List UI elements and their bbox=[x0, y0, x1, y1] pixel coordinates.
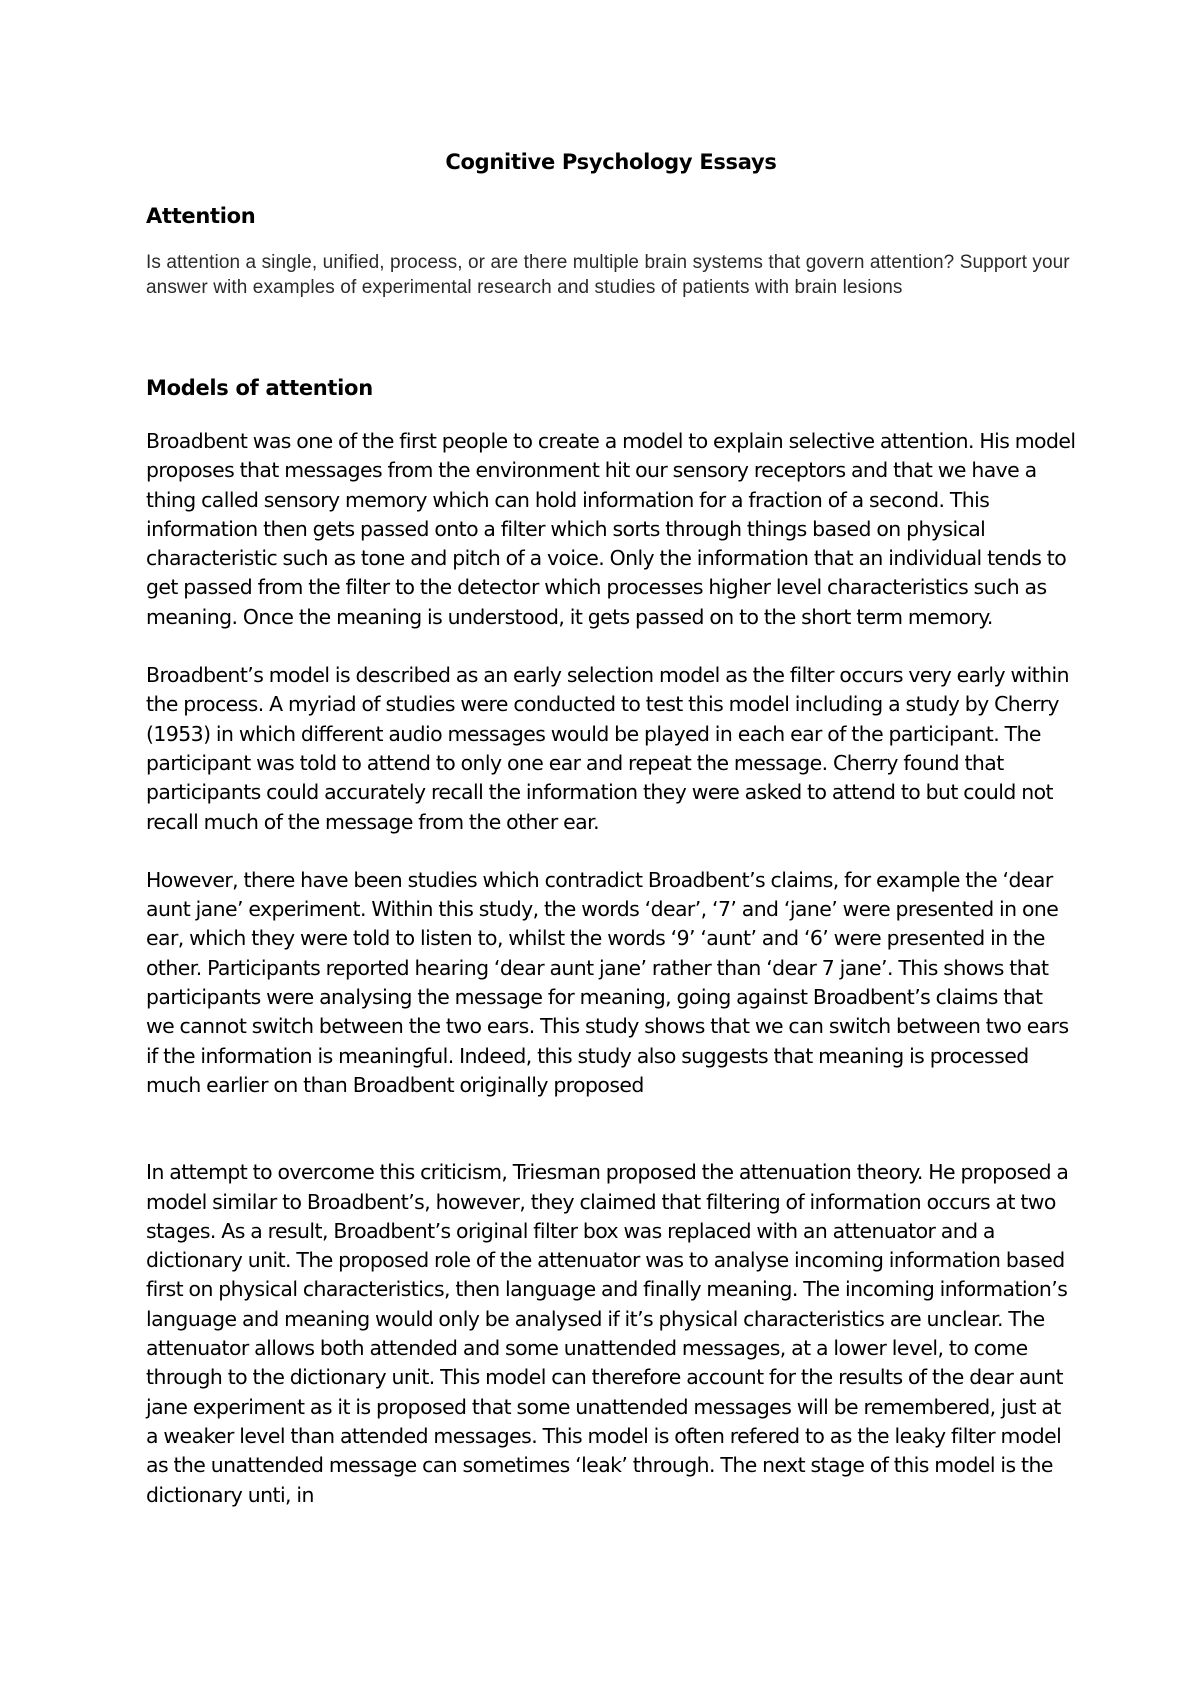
document-title: Cognitive Psychology Essays bbox=[445, 150, 777, 174]
paragraph-broadbent-model: Broadbent was one of the first people to create a model to explain selective attention. His model proposes that messages from the environment hit our sensory receptors and that we have a thing called sensory memory which can hold information for a fraction of a second. This information then gets passed onto a filter which sorts through things based on physical characteristic such as tone and pitch of a voice. Only the information that an individual tends to get passed from the filter to the detector which processes higher level characteristics such as meaning. Once the meaning is understood, it gets passed on to the short term memory. bbox=[146, 429, 1076, 629]
subheading-models-of-attention: Models of attention bbox=[146, 376, 373, 400]
document-content bbox=[146, 148, 1076, 1539]
paragraph-attenuation-theory: In attempt to overcome this criticism, Triesman proposed the attenuation theory. He proposed a model similar to Broadbent’s, however, they claimed that filtering of information occurs at two stages. As a result, Broadbent’s original filter box was replaced with an attenuator and a dictionary unit. The proposed role of the attenuator was to analyse incoming information based first on physical characteristics, then language and finally meaning. The incoming information’s language and meaning would only be analysed if it’s physical characteristics are unclear. The attenuator allows both attended and some unattended messages, at a lower level, to come through to the dictionary unit. This model can therefore account for the results of the dear aunt jane experiment as it is proposed that some unattended messages will be remembered, just at a weaker level than attended messages. This model is often refered to as the leaky filter model as the unattended message can sometimes ‘leak’ through. The next stage of this model is the dictionary unti, in bbox=[146, 1160, 1069, 1507]
section-heading-attention: Attention bbox=[146, 204, 256, 228]
paragraph-dear-aunt-jane: However, there have been studies which contradict Broadbent’s claims, for example the ‘dear aunt jane’ experiment. Within this study, the words ‘dear’, ‘7’ and ‘jane’ were presented in one ear, which they were told to listen to, whilst the words ‘9’ ‘aunt’ and ‘6’ were presented in the other. Participants reported hearing ‘dear aunt jane’ rather than ‘dear 7 jane’. This shows that participants were analysing the message for meaning, going against Broadbent’s claims that we cannot switch between the two ears. This study shows that we can switch between two ears if the information is meaningful. Indeed, this study also suggests that meaning is processed much earlier on than Broadbent originally proposed bbox=[146, 867, 1069, 1097]
essay-question: Is attention a single, unified, process, or are there multiple brain systems that govern attention? Support your answer with examples of experimental research and studies of patients with brain lesions bbox=[146, 252, 1070, 298]
paragraph-early-selection: Broadbent’s model is described as an early selection model as the filter occurs very early within the process. A myriad of studies were conducted to test this model including a study by Cherry (1953) in which different audio messages would be played in each ear of the participant. The participant was told to attend to only one ear and repeat the message. Cherry found that participants could accurately recall the information they were asked to attend to but could not recall much of the message from the other ear. bbox=[146, 663, 1070, 834]
